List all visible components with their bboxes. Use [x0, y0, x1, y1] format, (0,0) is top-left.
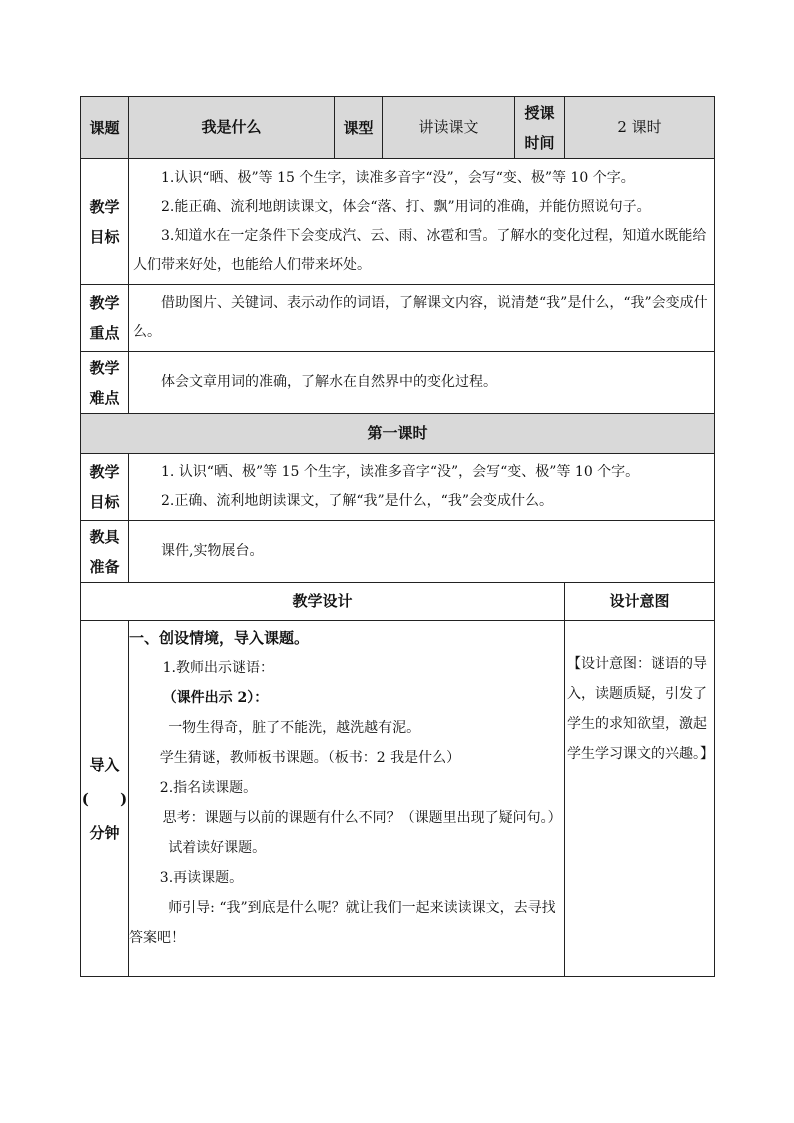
key-points-label: [81, 285, 129, 352]
difficulties-row: [81, 352, 715, 414]
topic-label: 课题: [81, 97, 129, 159]
lesson-goals-content: [129, 454, 715, 521]
key-points-label-line-1: 教学: [89, 294, 120, 312]
lesson-goal-line: 2.正确、流利地朗读课文，了解“我”是什么，“我”会变成什么。: [161, 493, 553, 509]
difficulties-label-line-1: 教学: [89, 358, 120, 377]
intro-line: 3.再读课题。: [159, 870, 244, 886]
lesson-goal-line: 1. 认识“晒、极”等 15 个生字，读准多音字“没”，会写“变、极”等 10 个字。: [161, 464, 640, 480]
tools-label: [81, 521, 129, 583]
key-points-label-line-2: 重点: [89, 324, 120, 342]
intro-label-line-1: 导入: [89, 755, 120, 774]
intro-label-line-3: 分钟: [89, 823, 120, 842]
intro-line: 学生猜谜，教师板书课题。（板书：2 我是什么）: [159, 750, 461, 766]
time-label: [515, 97, 565, 159]
difficulties-label: [81, 352, 129, 414]
goal-line: 2.能正确、流利地朗读课文，体会“落、打、飘”用词的准确，并能仿照说句子。: [161, 198, 651, 215]
design-header-left: 教学设计: [81, 583, 565, 621]
first-lesson-title: 第一课时: [81, 414, 715, 454]
tools-content: [129, 521, 715, 583]
difficulties-content: [129, 352, 715, 414]
intro-intent: [565, 621, 715, 977]
lesson-goals-label: [81, 454, 129, 521]
key-points-row: [81, 285, 715, 352]
goals-label-line-1: 教学: [89, 197, 120, 216]
difficulties-text: 体会文章用词的准确，了解水在自然界中的变化过程。: [161, 374, 497, 390]
intro-intent-text: 【设计意图：谜语的导入，读题质疑，引发了学生的求知欲望，激起学生学习课文的兴趣。】: [567, 656, 714, 762]
header-row: [81, 97, 715, 159]
time-value: 2 课时: [565, 97, 715, 159]
lesson-plan-table: [80, 96, 715, 977]
topic-value: 我是什么: [129, 97, 335, 159]
lesson-goals-label-line-1: 教学: [89, 463, 120, 481]
intro-label: [81, 621, 129, 977]
intro-line: 一物生得奇，脏了不能洗，越洗越有泥。: [168, 720, 421, 736]
intro-line: （课件出示 2）：: [162, 690, 269, 706]
tools-text: 课件,实物展台。: [161, 543, 264, 559]
lesson-goals-row: [81, 454, 715, 521]
key-points-content: [129, 285, 715, 352]
tools-label-line-1: 教具: [89, 527, 120, 546]
goal-line: 1.认识“晒、极”等 15 个生字，读准多音字“没”，会写“变、极”等 10 个字。: [161, 169, 635, 186]
intro-heading: 一、创设情境，导入课题。: [129, 629, 310, 647]
intro-label-line-2: ( ): [81, 789, 128, 808]
tools-row: [81, 521, 715, 583]
type-value: 讲读课文: [383, 97, 515, 159]
goals-label: [81, 159, 129, 285]
intro-design: [129, 621, 565, 977]
intro-line: 试着读好课题。: [168, 840, 267, 856]
difficulties-label-line-2: 难点: [89, 388, 120, 407]
lesson-goals-label-line-2: 目标: [89, 493, 120, 511]
intro-line: 师引导: “我”到底是什么呢？就让我们一起来读读课文，去寻找答案吧！: [129, 900, 556, 946]
intro-line: 思考：课题与以前的课题有什么不同？（课题里出现了疑问句。）: [162, 810, 562, 826]
time-label-line-2: 时间: [524, 133, 555, 152]
time-label-line-1: 授课: [524, 103, 555, 122]
lesson-plan-table-wrapper: [80, 96, 714, 977]
goals-label-line-2: 目标: [89, 227, 120, 246]
design-header-right: 设计意图: [565, 583, 715, 621]
first-lesson-row: [81, 414, 715, 454]
goals-content: [129, 159, 715, 285]
key-points-text: 借助图片、关键词、表示动作的词语，了解课文内容，说清楚“我”是什么，“我”会变成什么。: [133, 295, 708, 340]
intro-line: 1.教师出示谜语：: [162, 660, 274, 676]
intro-line: 2.指名读课题。: [159, 780, 258, 796]
goals-row: [81, 159, 715, 285]
tools-label-line-2: 准备: [89, 557, 120, 576]
design-header-row: [81, 583, 715, 621]
goal-line: 3.知道水在一定条件下会变成汽、云、雨、冰雹和雪。了解水的变化过程，知道水既能给人们带来好处，也能给人们带来坏处。: [133, 227, 707, 273]
intro-row: [81, 621, 715, 977]
type-label: 课型: [335, 97, 383, 159]
